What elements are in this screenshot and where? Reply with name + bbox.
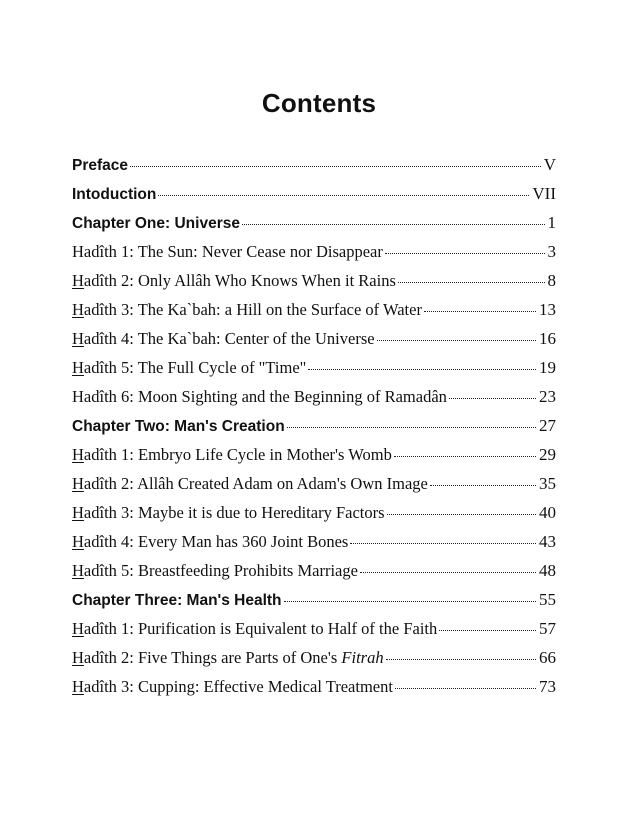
toc-entry-row: [72, 440, 556, 469]
toc-label: [72, 614, 437, 643]
toc-label: Chapter Three: Man's Health: [72, 592, 282, 609]
hadith-number: Hadîth 2: [72, 648, 130, 667]
hadith-title: : Moon Sighting and the Beginning of Ramadân: [129, 387, 447, 406]
toc-label: [72, 266, 396, 295]
toc-label: [72, 469, 428, 498]
hadith-number: Hadîth 4: [72, 329, 130, 348]
hadith-number: Hadîth 5: [72, 358, 130, 377]
page-number: 55: [539, 590, 556, 609]
page-number: 23: [539, 387, 556, 406]
hadith-number: Hadîth 1: [72, 619, 130, 638]
toc-entry-row: [72, 643, 556, 672]
hadith-number: Hadîth 1: [72, 242, 130, 261]
toc-entry-row: [72, 672, 556, 701]
toc-entry-row: [72, 498, 556, 527]
toc-label: [72, 672, 393, 701]
page-number: VII: [532, 184, 556, 203]
dot-leader: [439, 630, 536, 631]
hadith-title: : Only Allâh Who Knows When it Rains: [129, 271, 396, 290]
toc-entry-row: [72, 382, 556, 411]
dot-leader: [158, 195, 529, 196]
toc-entry-row: [72, 614, 556, 643]
page-number: 1: [547, 213, 556, 232]
dot-leader: [430, 485, 536, 486]
hadith-number: Hadîth 5: [72, 561, 130, 580]
dot-leader: [385, 253, 545, 254]
page-number: 8: [547, 271, 556, 290]
hadith-number: Hadîth 3: [72, 677, 130, 696]
dot-leader: [449, 398, 536, 399]
toc-label: [72, 324, 375, 353]
toc-label: [72, 643, 384, 672]
toc-label: [72, 295, 422, 324]
toc-label: [72, 382, 447, 411]
page-number: 13: [539, 300, 556, 319]
toc-heading-row: [72, 585, 556, 614]
hadith-title: : Purification is Equivalent to Half of the Faith: [129, 619, 438, 638]
dot-leader: [398, 282, 545, 283]
hadith-title: : Embryo Life Cycle in Mother's Womb: [129, 445, 392, 464]
dot-leader: [287, 427, 536, 428]
hadith-title: : The Ka`bah: a Hill on the Surface of Water: [129, 300, 422, 319]
toc-label: Chapter One: Universe: [72, 215, 240, 232]
toc-entry-row: [72, 469, 556, 498]
dot-leader: [242, 224, 545, 225]
hadith-title: : Cupping: Effective Medical Treatment: [129, 677, 393, 696]
toc-entry-row: [72, 527, 556, 556]
hadith-number: Hadîth 3: [72, 300, 130, 319]
hadith-title: : Breastfeeding Prohibits Marriage: [129, 561, 358, 580]
toc-label: [72, 556, 358, 585]
hadith-title: : Allâh Created Adam on Adam's Own Image: [129, 474, 428, 493]
dot-leader: [350, 543, 536, 544]
hadith-number: Hadîth 2: [72, 474, 130, 493]
toc-entry-row: [72, 295, 556, 324]
toc-label: Chapter Two: Man's Creation: [72, 418, 285, 435]
table-of-contents: [72, 150, 556, 701]
page-number: 43: [539, 532, 556, 551]
dot-leader: [308, 369, 536, 370]
page-number: 57: [539, 619, 556, 638]
page-title: Contents: [261, 88, 377, 118]
toc-entry-row: [72, 353, 556, 382]
dot-leader: [424, 311, 536, 312]
hadith-title: : The Ka`bah: Center of the Universe: [129, 329, 375, 348]
toc-label: [72, 527, 348, 556]
page-number: 40: [539, 503, 556, 522]
toc-label: [72, 353, 306, 382]
page-number: 48: [539, 561, 556, 580]
toc-entry-row: [72, 237, 556, 266]
toc-label: [72, 440, 392, 469]
page-number: 3: [547, 242, 556, 261]
hadith-title-italic: Fitrah: [341, 648, 384, 667]
hadith-number: Hadîth 6: [72, 387, 130, 406]
toc-label: Preface: [72, 157, 129, 174]
page-number: 29: [539, 445, 556, 464]
hadith-title: : Every Man has 360 Joint Bones: [129, 532, 349, 551]
hadith-title: : Maybe it is due to Hereditary Factors: [129, 503, 385, 522]
hadith-title: : The Full Cycle of "Time": [129, 358, 307, 377]
hadith-title: : Five Things are Parts of One's: [129, 648, 342, 667]
page-number: 73: [539, 677, 556, 696]
page-number: 66: [539, 648, 556, 667]
toc-entry-row: [72, 556, 556, 585]
toc-heading-row: [72, 411, 556, 440]
page-number: V: [543, 155, 556, 174]
page-number: 16: [539, 329, 556, 348]
dot-leader: [394, 456, 536, 457]
page-number: 19: [539, 358, 556, 377]
dot-leader: [284, 601, 536, 602]
hadith-number: Hadîth 2: [72, 271, 130, 290]
hadith-number: Hadîth 3: [72, 503, 130, 522]
dot-leader: [395, 688, 536, 689]
toc-heading-row: [72, 150, 556, 179]
dot-leader: [360, 572, 536, 573]
dot-leader: [377, 340, 536, 341]
dot-leader: [387, 514, 536, 515]
hadith-number: Hadîth 4: [72, 532, 130, 551]
page-number: 35: [539, 474, 556, 493]
dot-leader: [386, 659, 536, 660]
toc-entry-row: [72, 266, 556, 295]
hadith-title: : The Sun: Never Cease nor Disappear: [129, 242, 383, 261]
toc-heading-row: [72, 179, 556, 208]
page-number: 27: [539, 416, 556, 435]
hadith-number: Hadîth 1: [72, 445, 130, 464]
toc-label: Intoduction: [72, 186, 157, 203]
dot-leader: [130, 166, 541, 167]
toc-label: [72, 237, 383, 266]
toc-heading-row: [72, 208, 556, 237]
toc-entry-row: [72, 324, 556, 353]
toc-label: [72, 498, 385, 527]
